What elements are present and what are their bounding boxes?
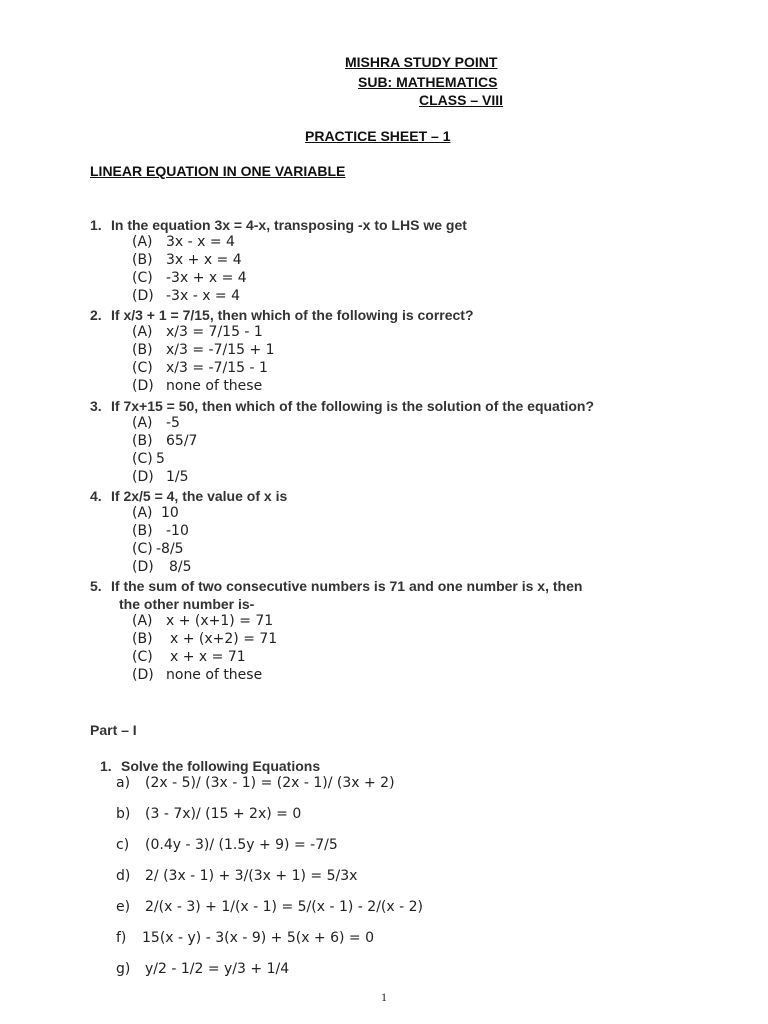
option-text: -3x + x = 4 bbox=[166, 270, 247, 286]
option-label: (B) bbox=[132, 342, 153, 358]
option-label: (B) bbox=[132, 631, 153, 647]
option-label: (D) bbox=[132, 559, 154, 575]
option-text: 10 bbox=[161, 505, 179, 521]
option-text: x + x = 71 bbox=[170, 649, 246, 665]
option-text: 3x - x = 4 bbox=[166, 234, 235, 250]
q2-option-d bbox=[132, 377, 262, 395]
question-number: 2. bbox=[90, 307, 102, 323]
question-text: If 7x+15 = 50, then which of the following is the solution of the equation? bbox=[111, 398, 595, 414]
subject-line: SUB: MATHEMATICS bbox=[358, 74, 498, 90]
equation-label: b) bbox=[116, 806, 131, 822]
question-text: If x/3 + 1 = 7/15, then which of the following is correct? bbox=[111, 307, 474, 323]
q3-option-c bbox=[132, 450, 165, 468]
q1-option-b bbox=[132, 251, 242, 269]
equation-text: 2/(x - 3) + 1/(x - 1) = 5/(x - 1) - 2/(x - 2) bbox=[145, 899, 423, 915]
question-number: 1. bbox=[90, 217, 102, 233]
q4-option-a bbox=[132, 504, 179, 522]
option-label: (D) bbox=[132, 288, 154, 304]
q5-option-d bbox=[132, 666, 262, 684]
equation-text: y/2 - 1/2 = y/3 + 1/4 bbox=[145, 961, 290, 977]
q1-option-a bbox=[132, 233, 235, 251]
part-title: Part – I bbox=[90, 722, 137, 738]
equation-c bbox=[116, 836, 338, 854]
option-label: (C) bbox=[132, 649, 153, 665]
question-text-continued: the other number is- bbox=[119, 596, 255, 612]
option-label: (D) bbox=[132, 667, 154, 683]
option-label: (B) bbox=[132, 433, 153, 449]
option-label: (A) bbox=[132, 234, 153, 250]
equation-label: d) bbox=[116, 868, 131, 884]
sheet-title: PRACTICE SHEET – 1 bbox=[305, 128, 451, 144]
option-text: 1/5 bbox=[166, 469, 189, 485]
question-1 bbox=[90, 216, 467, 234]
q2-option-a bbox=[132, 323, 263, 341]
q4-option-d bbox=[132, 558, 192, 576]
option-label: (D) bbox=[132, 469, 154, 485]
equation-label: e) bbox=[116, 899, 131, 915]
question-text: If the sum of two consecutive numbers is 71 and one number is x, then bbox=[111, 578, 583, 594]
equation-text: (2x - 5)/ (3x - 1) = (2x - 1)/ (3x + 2) bbox=[145, 775, 395, 791]
option-text: none of these bbox=[166, 667, 263, 683]
option-text: x/3 = 7/15 - 1 bbox=[166, 324, 263, 340]
option-label: (A) bbox=[132, 415, 153, 431]
option-text: none of these bbox=[166, 378, 263, 394]
section-heading bbox=[100, 757, 320, 775]
question-4 bbox=[90, 487, 287, 505]
option-label: (C) bbox=[132, 451, 153, 467]
option-label: (D) bbox=[132, 378, 154, 394]
q5-option-c bbox=[132, 648, 246, 666]
question-2 bbox=[90, 306, 474, 324]
q1-option-d bbox=[132, 287, 240, 305]
equation-text: 2/ (3x - 1) + 3/(3x + 1) = 5/3x bbox=[145, 868, 358, 884]
option-text: -3x - x = 4 bbox=[166, 288, 241, 304]
class-line: CLASS – VIII bbox=[419, 92, 504, 108]
option-label: (B) bbox=[132, 252, 153, 268]
option-text: -10 bbox=[166, 523, 189, 539]
option-label: (A) bbox=[132, 613, 153, 629]
option-text: -8/5 bbox=[156, 541, 184, 557]
question-number: 3. bbox=[90, 398, 102, 414]
option-text: x/3 = -7/15 - 1 bbox=[166, 360, 268, 376]
equation-label: f) bbox=[116, 930, 127, 946]
equation-d bbox=[116, 867, 357, 885]
option-text: -5 bbox=[166, 415, 180, 431]
q4-option-b bbox=[132, 522, 189, 540]
equation-text: 15(x - y) - 3(x - 9) + 5(x + 6) = 0 bbox=[142, 930, 375, 946]
q3-option-d bbox=[132, 468, 189, 486]
q4-option-c bbox=[132, 540, 184, 558]
equation-text: (0.4y - 3)/ (1.5y + 9) = -7/5 bbox=[145, 837, 338, 853]
topic-title: LINEAR EQUATION IN ONE VARIABLE bbox=[90, 163, 346, 179]
question-number: 4. bbox=[90, 488, 102, 504]
q2-option-c bbox=[132, 359, 268, 377]
option-text: 5 bbox=[156, 451, 165, 467]
q2-option-b bbox=[132, 341, 275, 359]
option-label: (B) bbox=[132, 523, 153, 539]
equation-label: a) bbox=[116, 775, 131, 791]
equation-label: g) bbox=[116, 961, 131, 977]
option-label: (C) bbox=[132, 541, 153, 557]
q5-option-a bbox=[132, 612, 273, 630]
option-text: 65/7 bbox=[166, 433, 198, 449]
question-text: If 2x/5 = 4, the value of x is bbox=[111, 488, 288, 504]
page-number: 1 bbox=[381, 990, 387, 1004]
question-number: 5. bbox=[90, 578, 102, 594]
option-text: x + (x+2) = 71 bbox=[170, 631, 278, 647]
section-title: Solve the following Equations bbox=[121, 758, 321, 774]
option-text: 8/5 bbox=[169, 559, 192, 575]
option-text: x/3 = -7/15 + 1 bbox=[166, 342, 275, 358]
option-text: x + (x+1) = 71 bbox=[166, 613, 274, 629]
option-label: (A) bbox=[132, 324, 153, 340]
equation-b bbox=[116, 805, 301, 823]
question-3 bbox=[90, 397, 594, 415]
option-label: (C) bbox=[132, 270, 153, 286]
option-label: (A) bbox=[132, 505, 153, 521]
equation-a bbox=[116, 774, 395, 792]
equation-g bbox=[116, 960, 289, 978]
q3-option-b bbox=[132, 432, 197, 450]
equation-label: c) bbox=[116, 837, 130, 853]
equation-text: (3 - 7x)/ (15 + 2x) = 0 bbox=[145, 806, 302, 822]
school-name: MISHRA STUDY POINT bbox=[345, 54, 498, 70]
q3-option-a bbox=[132, 414, 180, 432]
q1-option-c bbox=[132, 269, 247, 287]
equation-e bbox=[116, 898, 423, 916]
q5-option-b bbox=[132, 630, 277, 648]
question-text: In the equation 3x = 4-x, transposing -x to LHS we get bbox=[111, 217, 467, 233]
question-5 bbox=[90, 577, 582, 613]
option-text: 3x + x = 4 bbox=[166, 252, 242, 268]
option-label: (C) bbox=[132, 360, 153, 376]
equation-f bbox=[116, 929, 374, 947]
section-number: 1. bbox=[100, 758, 112, 774]
